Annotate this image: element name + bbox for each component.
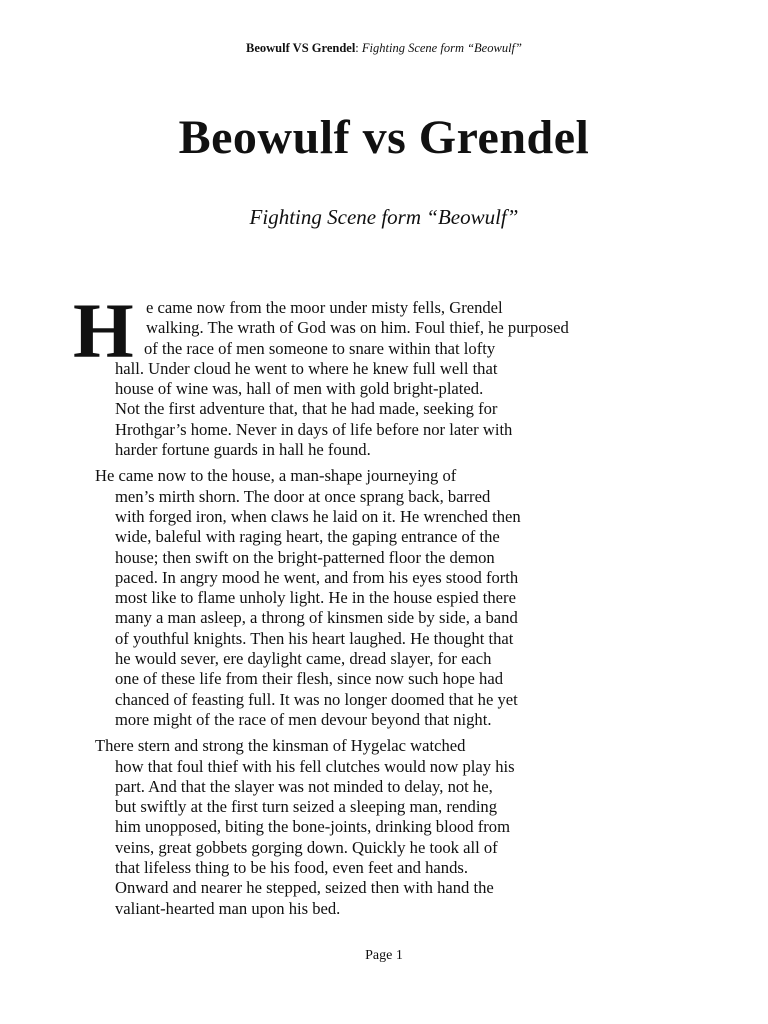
- text-line: house of wine was, hall of men with gold bright-plated.: [115, 379, 484, 399]
- text-line: men’s mirth shorn. The door at once sprang back, barred: [115, 486, 491, 506]
- text-line: Onward and nearer he stepped, seized then with hand the: [115, 878, 494, 898]
- text-line: paced. In angry mood he went, and from his eyes stood forth: [115, 567, 519, 587]
- text-line: many a man asleep, a throng of kinsmen side by side, a band: [115, 608, 518, 628]
- text-line: wide, baleful with raging heart, the gaping entrance of the: [115, 527, 500, 547]
- text-line: Hrothgar’s home. Never in days of life before nor later with: [115, 419, 513, 439]
- paragraph-3: [95, 736, 615, 919]
- paragraph-2: [95, 466, 615, 730]
- text-line: veins, great gobbets gorging down. Quickly he took all of: [115, 837, 498, 857]
- text-line: part. And that the slayer was not minded to delay, not he,: [115, 776, 493, 796]
- drop-cap: H: [73, 287, 134, 374]
- text-line: He came now to the house, a man-shape journeying of: [95, 466, 457, 486]
- text-line: hall. Under cloud he went to where he knew full well that: [115, 358, 498, 378]
- text-line: Not the first adventure that, that he had made, seeking for: [115, 399, 498, 419]
- paragraph-1: [73, 287, 615, 460]
- text-line: house; then swift on the bright-patterned floor the demon: [115, 547, 495, 567]
- running-head-separator: :: [355, 41, 359, 55]
- text-line: walking. The wrath of God was on him. Foul thief, he purposed: [146, 318, 569, 338]
- text-line: he would sever, ere daylight came, dread slayer, for each: [115, 649, 492, 669]
- text-line: chanced of feasting full. It was no longer doomed that he yet: [115, 689, 518, 709]
- running-head-subtitle: Fighting Scene form “Beowulf”: [361, 41, 522, 55]
- text-line: There stern and strong the kinsman of Hygelac watched: [95, 736, 466, 756]
- page-subtitle: Fighting Scene form “Beowulf”: [249, 205, 519, 229]
- page-number: Page 1: [365, 948, 403, 963]
- body-text: [73, 287, 615, 925]
- text-line: that lifeless thing to be his food, even feet and hands.: [115, 858, 468, 878]
- running-head-title: Beowulf VS Grendel: [246, 41, 356, 55]
- text-line: one of these life from their flesh, since now such hope had: [115, 669, 503, 689]
- text-line: of youthful knights. Then his heart laughed. He thought that: [115, 628, 514, 648]
- text-line: e came now from the moor under misty fells, Grendel: [146, 298, 503, 317]
- text-line: of the race of men someone to snare within that lofty: [144, 338, 496, 358]
- text-line: with forged iron, when claws he laid on it. He wrenched then: [115, 506, 521, 526]
- text-line: valiant-hearted man upon his bed.: [115, 898, 341, 918]
- running-head: [0, 41, 768, 56]
- text-line: him unopposed, biting the bone-joints, drinking blood from: [115, 817, 510, 837]
- text-line: more might of the race of men devour beyond that night.: [115, 709, 492, 729]
- text-line: how that foul thief with his fell clutches would now play his: [115, 756, 515, 776]
- text-line: harder fortune guards in hall he found.: [115, 440, 371, 460]
- text-line: but swiftly at the first turn seized a sleeping man, rending: [115, 797, 498, 817]
- page-title: Beowulf vs Grendel: [178, 111, 590, 164]
- text-line: most like to flame unholy light. He in the house espied there: [115, 588, 516, 608]
